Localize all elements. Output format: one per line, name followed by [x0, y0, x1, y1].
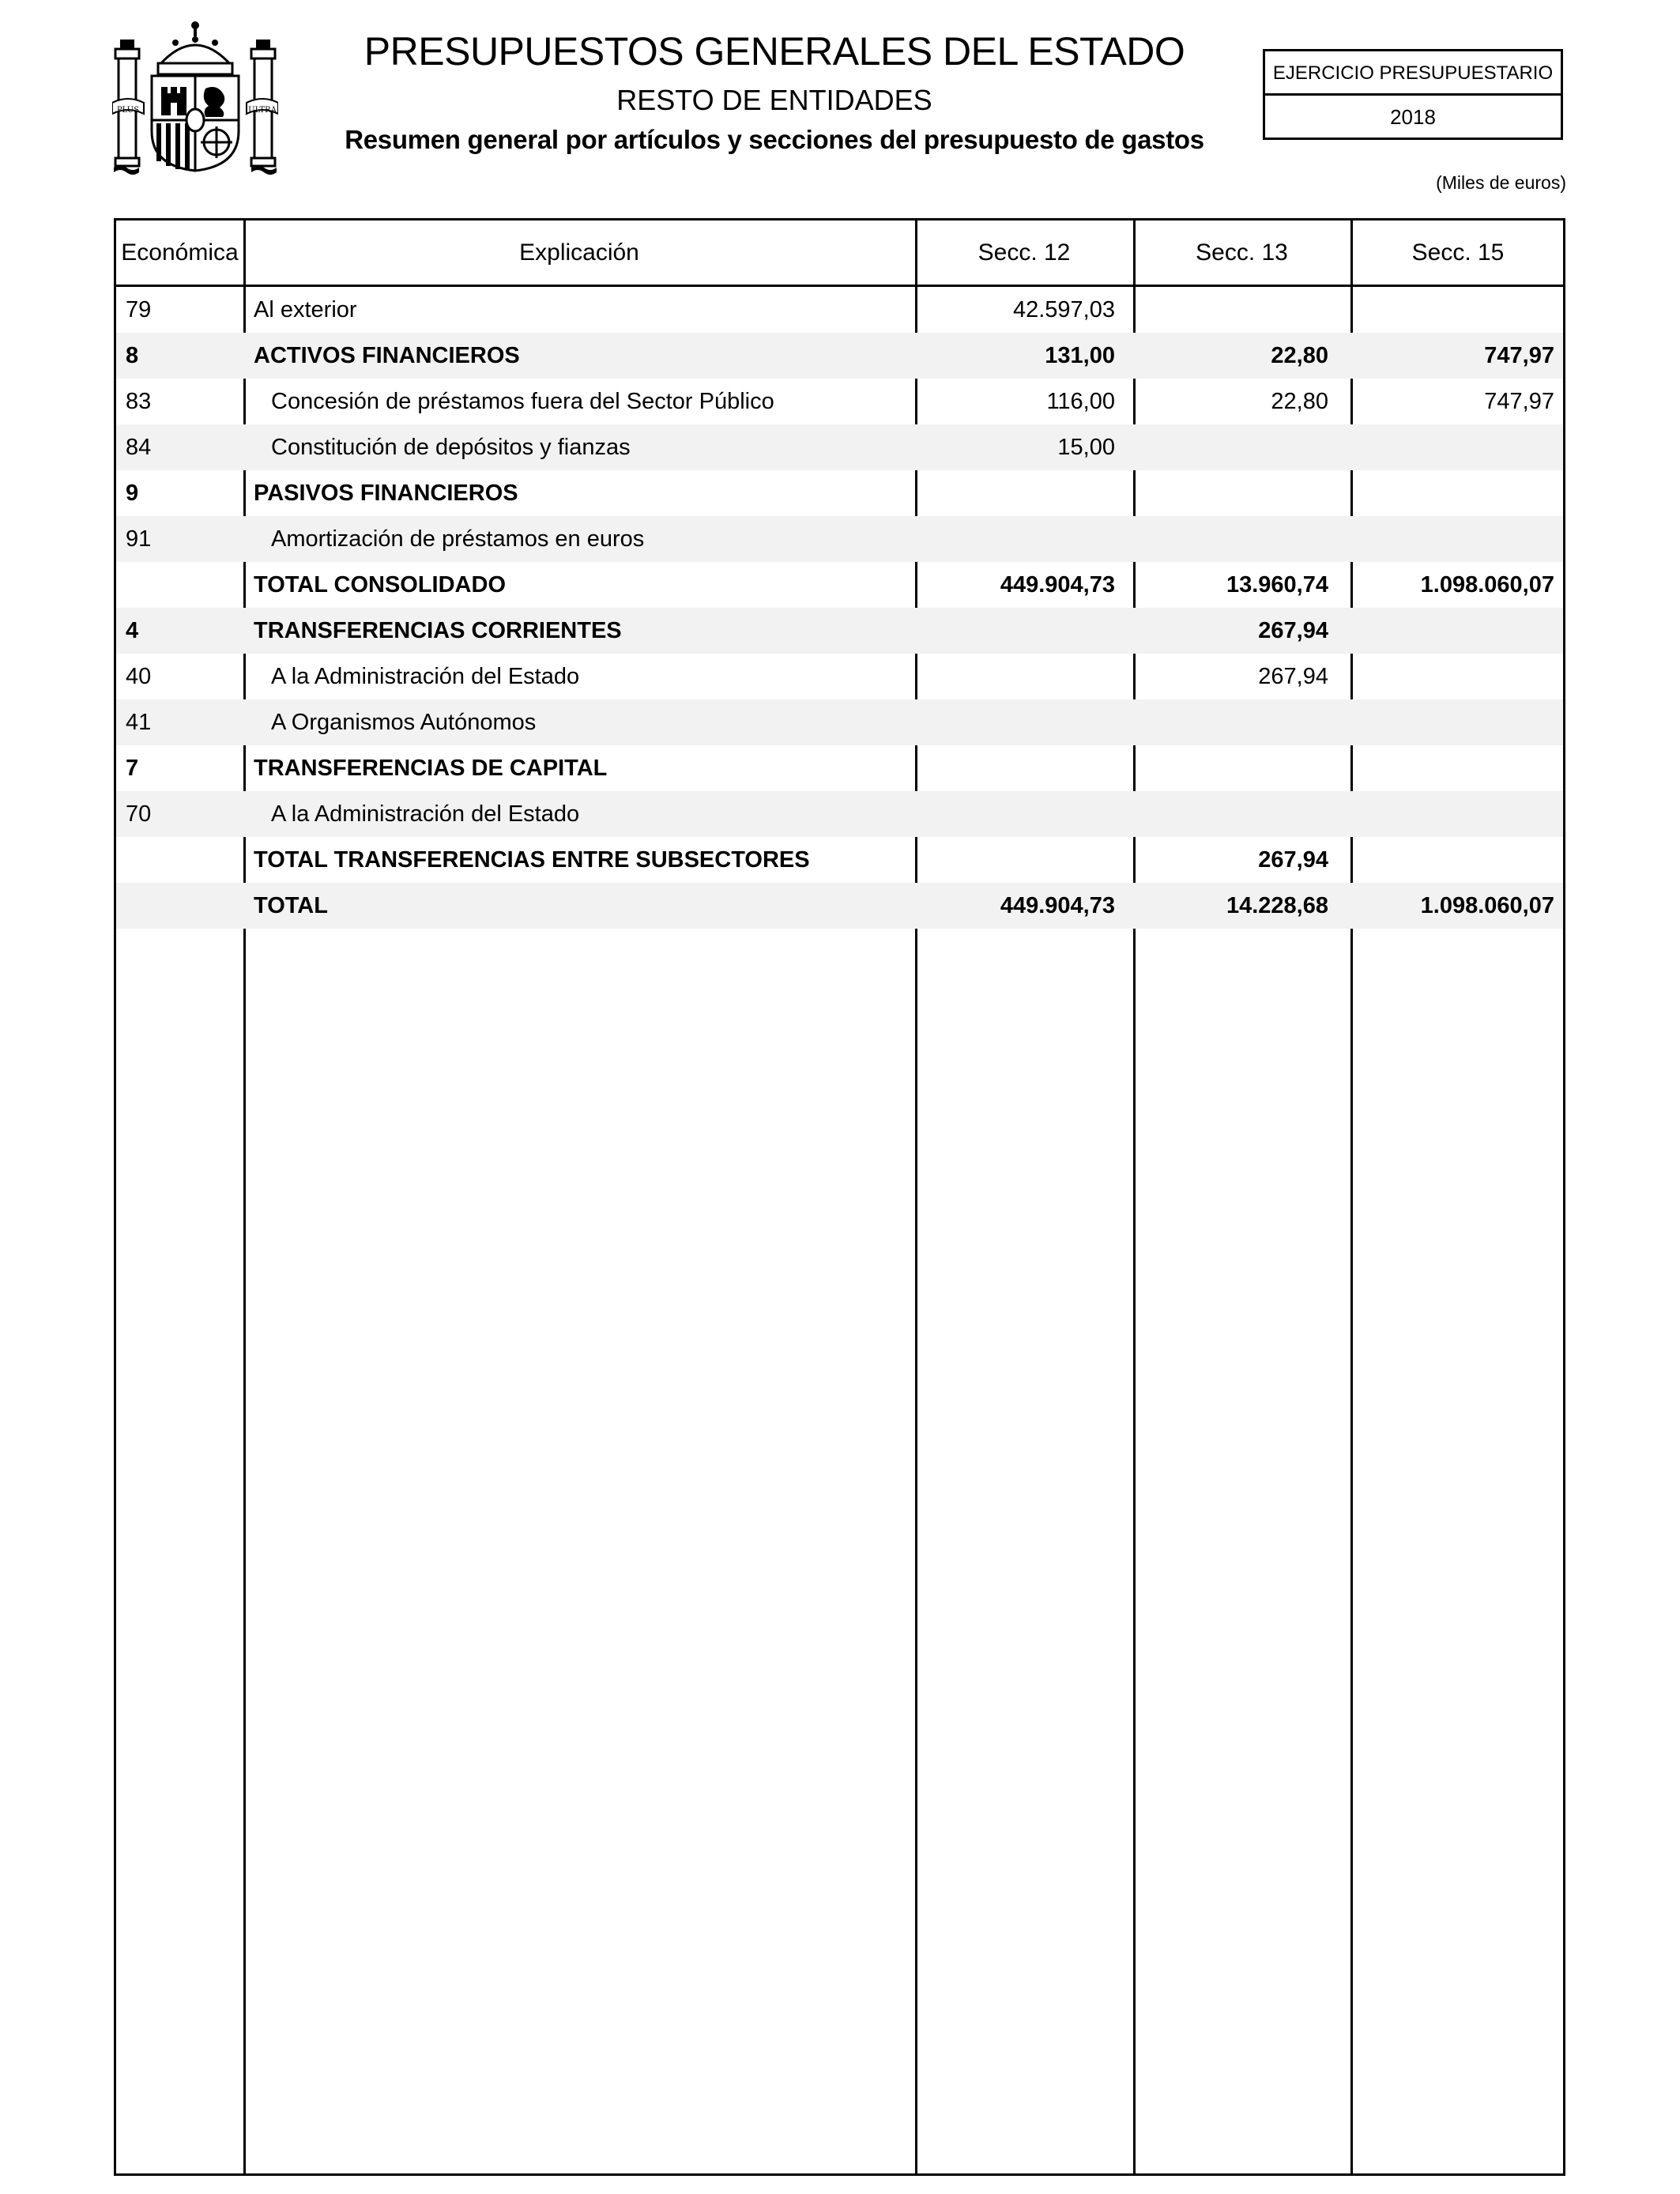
row-code: 70: [126, 801, 152, 827]
row-code: 41: [126, 710, 152, 735]
row-explanation: A la Administración del Estado: [271, 664, 580, 689]
row-sec15: 747,97: [1484, 389, 1554, 414]
table-row: [116, 791, 1563, 837]
fiscal-year-label: EJERCICIO PRESUPUESTARIO: [1265, 51, 1561, 96]
table-row: [116, 837, 1563, 883]
spain-coat-of-arms-icon: [112, 17, 278, 175]
row-sec12: [914, 516, 1115, 562]
row-sec13: [1131, 699, 1328, 745]
table-row: [116, 379, 1563, 424]
row-sec12: 15,00: [1057, 435, 1115, 460]
table-row: [116, 608, 1563, 654]
row-sec13: 14.228,68: [1226, 893, 1328, 918]
row-code: 7: [126, 756, 139, 781]
row-explanation: TRANSFERENCIAS CORRIENTES: [254, 618, 622, 643]
coat-of-arms: [112, 17, 278, 175]
row-code: [126, 837, 236, 883]
row-explanation: PASIVOS FINANCIEROS: [254, 481, 518, 506]
row-sec13: [1131, 424, 1328, 470]
row-explanation: TOTAL TRANSFERENCIAS ENTRE SUBSECTORES: [254, 847, 810, 873]
row-sec13: [1131, 791, 1328, 837]
row-explanation: A la Administración del Estado: [271, 801, 580, 827]
table-row: [116, 745, 1563, 791]
row-sec15: [1347, 745, 1554, 791]
table-row: [116, 562, 1563, 608]
row-sec12: [914, 837, 1115, 883]
page-title: PRESUPUESTOS GENERALES DEL ESTADO: [363, 29, 1185, 74]
units-note: (Miles de euros): [1436, 172, 1566, 193]
table-row: [116, 516, 1563, 562]
row-sec15: 1.098.060,07: [1420, 572, 1554, 598]
table-row: [116, 883, 1563, 929]
header-explanation: Explicación: [519, 239, 639, 266]
table-row: [116, 424, 1563, 470]
row-code: [126, 562, 236, 608]
row-sec13: 22,80: [1271, 343, 1328, 368]
row-sec15: [1347, 470, 1554, 516]
row-code: [126, 883, 236, 929]
row-sec12: [914, 608, 1115, 654]
row-sec15: [1347, 516, 1554, 562]
motto-plus: PLUS: [116, 106, 140, 115]
table-row: [116, 699, 1563, 745]
row-sec12: [914, 699, 1115, 745]
row-explanation: ACTIVOS FINANCIEROS: [254, 343, 520, 368]
row-sec12: 449.904,73: [1000, 572, 1115, 598]
row-explanation: Amortización de préstamos en euros: [271, 526, 645, 552]
row-explanation: TRANSFERENCIAS DE CAPITAL: [254, 756, 608, 781]
row-code: 4: [126, 618, 139, 643]
row-explanation: Al exterior: [254, 297, 357, 322]
row-sec12: [914, 470, 1115, 516]
row-sec15: 1.098.060,07: [1420, 893, 1554, 918]
row-code: 9: [126, 481, 139, 506]
row-explanation: Constitución de depósitos y fianzas: [271, 435, 631, 460]
row-sec15: [1347, 287, 1554, 333]
row-sec15: [1347, 837, 1554, 883]
row-explanation: TOTAL CONSOLIDADO: [254, 572, 506, 598]
row-sec15: [1347, 791, 1554, 837]
budget-table: [114, 218, 1565, 2176]
row-sec13: 267,94: [1258, 664, 1328, 689]
header-sec13: Secc. 13: [1196, 239, 1288, 266]
page-description: Resumen general por artículos y secciones del presupuesto de gastos: [345, 125, 1204, 154]
row-explanation: Concesión de préstamos fuera del Sector Público: [271, 389, 774, 414]
row-code: 91: [126, 526, 152, 552]
row-sec13: 267,94: [1258, 618, 1328, 643]
row-sec15: [1347, 608, 1554, 654]
row-sec15: 747,97: [1484, 343, 1554, 368]
header-code: Económica: [121, 239, 239, 266]
table-row: [116, 654, 1563, 699]
row-code: 8: [126, 343, 139, 368]
row-sec12: 449.904,73: [1000, 893, 1115, 918]
fiscal-year-box: [1263, 49, 1563, 140]
table-row: [116, 333, 1563, 379]
header-sec12: Secc. 12: [977, 239, 1071, 266]
row-sec15: [1347, 699, 1554, 745]
fiscal-year-value: 2018: [1390, 105, 1436, 129]
row-sec12: 42.597,03: [1012, 297, 1115, 322]
row-code: 40: [126, 664, 152, 689]
row-sec12: [914, 745, 1115, 791]
row-code: 83: [126, 389, 152, 414]
row-sec13: 13.960,74: [1226, 572, 1328, 598]
row-sec13: 22,80: [1271, 389, 1328, 414]
row-sec12: [914, 654, 1115, 699]
row-sec12: [914, 791, 1115, 837]
row-sec13: [1131, 745, 1328, 791]
row-sec13: [1131, 470, 1328, 516]
row-sec15: [1347, 654, 1554, 699]
header-sec15: Secc. 15: [1411, 239, 1505, 266]
row-code: 79: [126, 297, 152, 322]
row-sec12: 116,00: [1046, 389, 1115, 414]
table-row: [116, 287, 1563, 333]
row-sec13: [1131, 516, 1328, 562]
row-code: 84: [126, 435, 152, 460]
row-sec13: [1131, 287, 1328, 333]
row-sec15: [1347, 424, 1554, 470]
row-sec13: 267,94: [1258, 847, 1328, 873]
row-explanation: TOTAL: [254, 893, 328, 918]
row-sec12: 131,00: [1045, 343, 1115, 368]
table-row: [116, 470, 1563, 516]
row-explanation: A Organismos Autónomos: [271, 710, 537, 735]
table-header: [116, 221, 1563, 287]
page-subtitle: RESTO DE ENTIDADES: [616, 84, 932, 116]
motto-ultra: ULTRA: [248, 106, 277, 115]
